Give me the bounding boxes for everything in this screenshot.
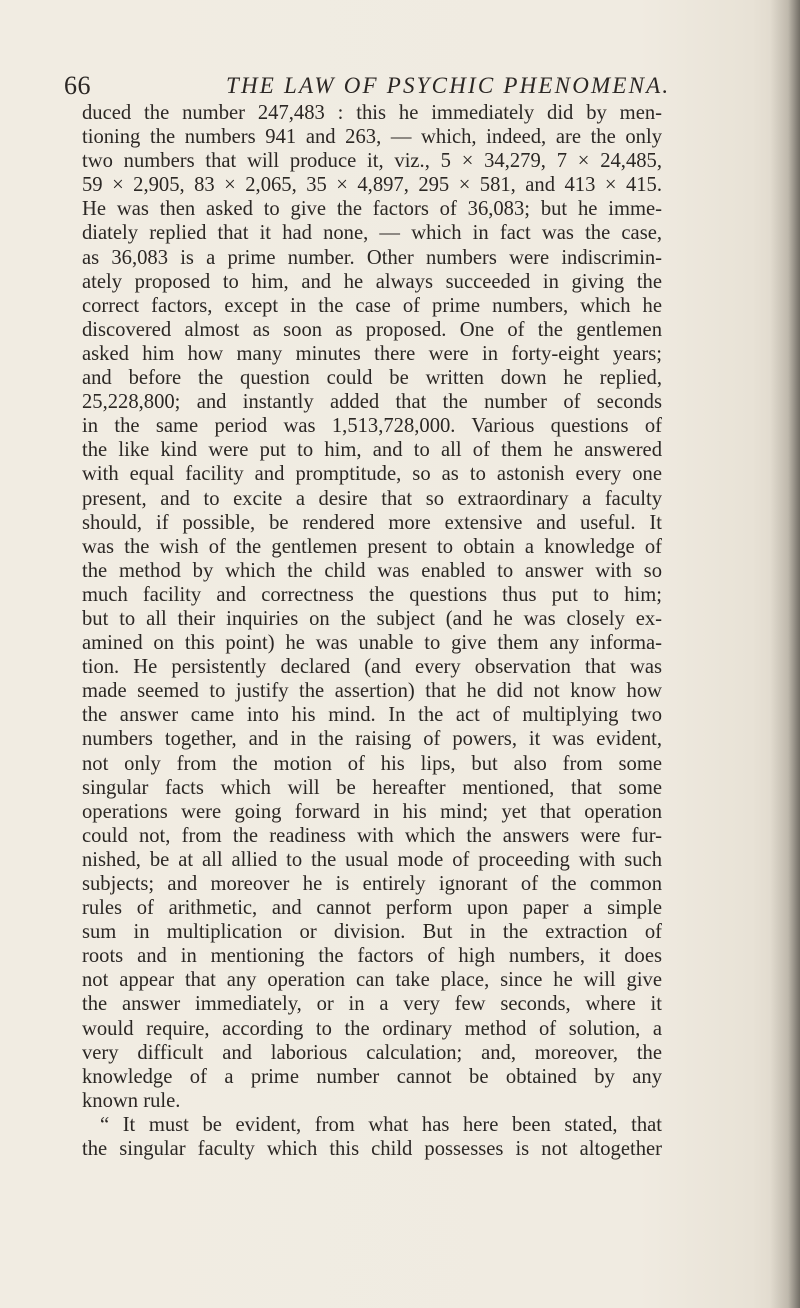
text-line: in the same period was 1,513,728,000. Various questions of <box>82 415 662 438</box>
text-line: tioning the numbers 941 and 263, — which, indeed, are the only <box>82 126 662 149</box>
text-line: numbers together, and in the raising of powers, it was evident, <box>82 728 662 751</box>
text-line: and before the question could be written down he replied, <box>82 367 662 390</box>
text-line: with equal facility and promptitude, so as to astonish every one <box>82 463 662 486</box>
text-line: subjects; and moreover he is entirely ignorant of the common <box>82 873 662 895</box>
text-line: the answer immediately, or in a very few seconds, where it <box>82 993 662 1016</box>
text-line: tion. He persistently declared (and every observation that was <box>82 656 662 679</box>
text-line: nished, be at all allied to the usual mode of proceeding with such <box>82 848 662 871</box>
text-line: the answer came into his mind. In the act of multiplying two <box>82 704 662 727</box>
text-line: amined on this point) he was unable to give them any informa- <box>82 632 662 655</box>
body-text <box>82 101 662 1161</box>
text-line: duced the number 247,483 : this he immediately did by men- <box>82 102 662 124</box>
text-line: the like kind were put to him, and to all of them he answered <box>82 439 662 462</box>
text-line: operations were going forward in his mind; yet that operation <box>82 800 662 823</box>
text-line: could not, from the readiness with which the answers were fur- <box>82 824 662 847</box>
text-line: He was then asked to give the factors of 36,083; but he imme- <box>82 198 662 221</box>
text-line: roots and in mentioning the factors of high numbers, it does <box>82 945 662 968</box>
text-line: not only from the motion of his lips, but also from some <box>82 752 662 775</box>
text-line: not appear that any operation can take place, since he will give <box>82 969 662 992</box>
text-line: much facility and correctness the questions thus put to him; <box>82 583 662 606</box>
text-line: diately replied that it had none, — which in fact was the case, <box>82 222 662 245</box>
page-number: 66 <box>64 71 91 100</box>
text-line: asked him how many minutes there were in forty-eight years; <box>82 342 662 365</box>
text-line: 59 × 2,905, 83 × 2,065, 35 × 4,897, 295 × 581, and 413 × 415. <box>82 174 662 197</box>
text-line: 25,228,800; and instantly added that the number of seconds <box>82 391 662 414</box>
text-line: singular facts which will be hereafter mentioned, that some <box>82 776 662 799</box>
text-line: “ It must be evident, from what has here been stated, that <box>100 1113 662 1136</box>
text-line: knowledge of a prime number cannot be obtained by any <box>82 1065 662 1088</box>
text-line: present, and to excite a desire that so extraordinary a faculty <box>82 487 662 510</box>
text-line: discovered almost as soon as proposed. One of the gentlemen <box>82 318 662 341</box>
text-line: sum in multiplication or division. But in the extraction of <box>82 921 662 944</box>
text-line: very difficult and laborious calculation; and, moreover, the <box>82 1041 662 1064</box>
text-line: known rule. <box>82 1089 181 1112</box>
text-line: two numbers that will produce it, viz., 5 × 34,279, 7 × 24,485, <box>82 150 662 173</box>
running-head: THE LAW OF PSYCHIC PHENOMENA. <box>226 73 671 98</box>
text-line: rules of arithmetic, and cannot perform upon paper a simple <box>82 897 662 920</box>
page-header <box>64 66 684 106</box>
text-line: would require, according to the ordinary method of solution, a <box>82 1017 662 1040</box>
text-line: correct factors, except in the case of prime numbers, which he <box>82 294 662 317</box>
text-line: should, if possible, be rendered more extensive and useful. It <box>82 511 662 534</box>
page-edge-shadow <box>770 0 800 1308</box>
text-line: ately proposed to him, and he always succeeded in giving the <box>82 270 662 293</box>
text-line: as 36,083 is a prime number. Other numbers were indiscrimin- <box>82 246 662 269</box>
text-line: made seemed to justify the assertion) that he did not know how <box>82 680 662 703</box>
text-line: the singular faculty which this child possesses is not altogether <box>82 1138 662 1161</box>
text-line: was the wish of the gentlemen present to obtain a knowledge of <box>82 535 662 558</box>
text-line: but to all their inquiries on the subject (and he was closely ex- <box>82 607 662 630</box>
text-line: the method by which the child was enabled to answer with so <box>82 559 662 582</box>
